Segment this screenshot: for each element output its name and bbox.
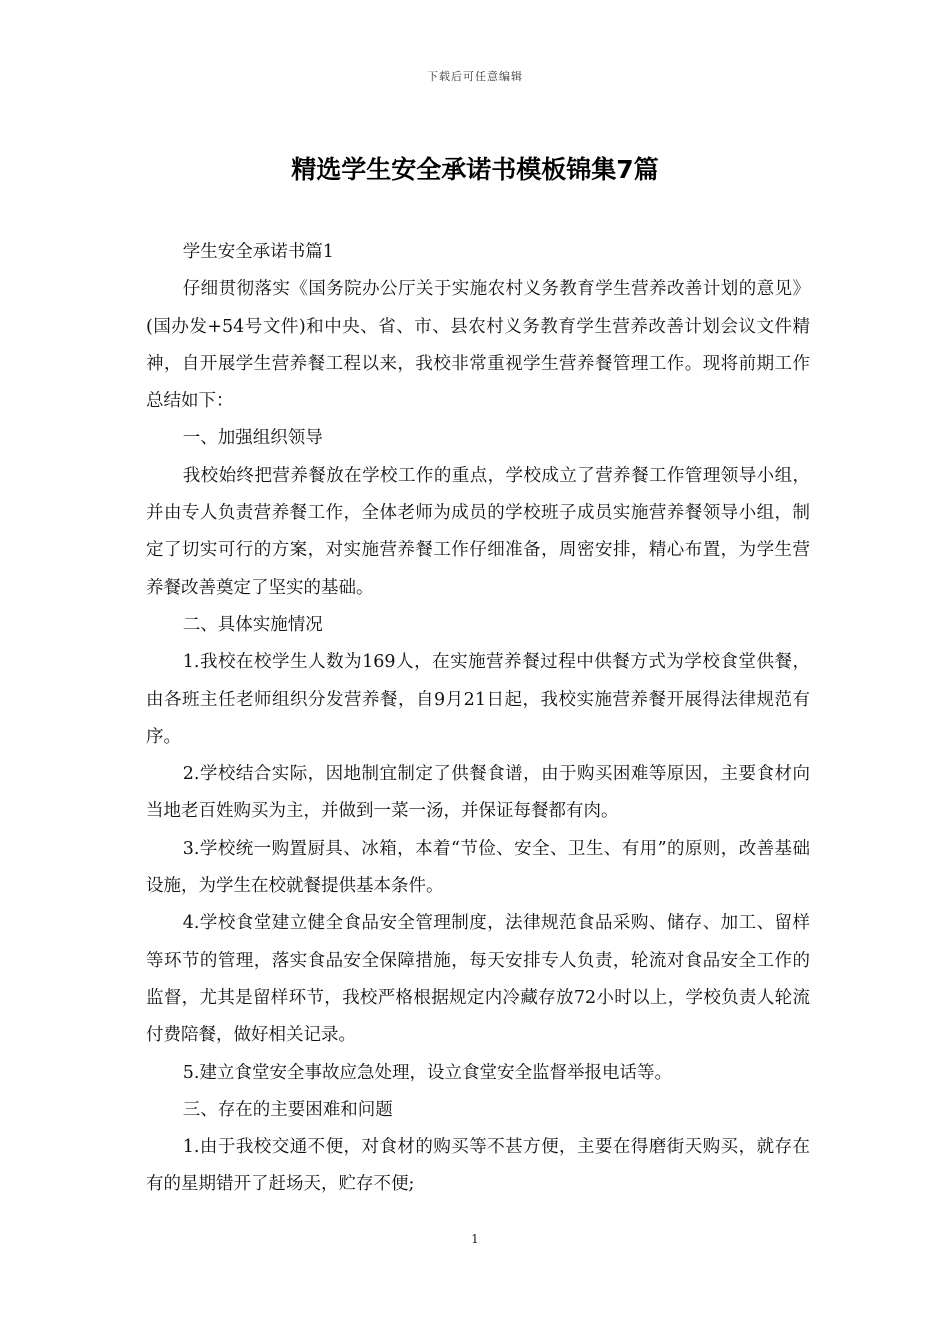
paragraph: 1.我校在校学生人数为169人，在实施营养餐过程中供餐方式为学校食堂供餐，由各班主任老师组织分发营养餐，自9月21日起，我校实施营养餐开展得法律规范有序。 [146, 652, 810, 747]
section-heading: 一、加强组织领导 [182, 428, 323, 449]
section-heading: 学生安全承诺书篇1 [182, 242, 334, 262]
paragraph: 1.由于我校交通不便，对食材的购买等不甚方便，主要在得磨街天购买，就存在有的星期错开了赶场天，贮存不便; [146, 1137, 810, 1195]
document-body [146, 234, 810, 1204]
paragraph: 2.学校结合实际，因地制宜制定了供餐食谱，由于购买困难等原因，主要食材向当地老百姓购买为主，并做到一菜一汤，并保证每餐都有肉。 [146, 764, 810, 822]
page-number: 1 [471, 1232, 479, 1246]
section-heading: 三、存在的主要困难和问题 [182, 1099, 393, 1120]
paragraph: 4.学校食堂建立健全食品安全管理制度，法律规范食品采购、储存、加工、留样等环节的管理，落实食品安全保障措施，每天安排专人负责，轮流对食品安全工作的监督，尤其是留样环节，我校严格根据规定内冷藏存放72小时以上，学校负责人轮流付费陪餐，做好相关记录。 [146, 913, 810, 1046]
header-note: 下载后可任意编辑 [427, 70, 523, 83]
paragraph: 仔细贯彻落实《国务院办公厅关于实施农村义务教育学生营养改善计划的意见》(国办发+54号文件)和中央、省、市、县农村义务教育学生营养改善计划会议文件精神，自开展学生营养餐工程以来，我校非常重视学生营养餐管理工作。现将前期工作总结如下： [146, 279, 810, 412]
section-heading: 二、具体实施情况 [182, 614, 323, 635]
paragraph: 3.学校统一购置厨具、冰箱，本着“节俭、安全、卫生、有用”的原则，改善基础设施，为学生在校就餐提供基本条件。 [146, 838, 810, 897]
paragraph: 5.建立食堂安全事故应急处理，设立食堂安全监督举报电话等。 [182, 1062, 672, 1083]
paragraph: 我校始终把营养餐放在学校工作的重点，学校成立了营养餐工作管理领导小组，并由专人负责营养餐工作，全体老师为成员的学校班子成员实施营养餐领导小组，制定了切实可行的方案，对实施营养餐工作仔细准备，周密安排，精心布置，为学生营养餐改善奠定了坚实的基础。 [146, 465, 810, 598]
document-title: 精选学生安全承诺书模板锦集7篇 [291, 155, 659, 184]
